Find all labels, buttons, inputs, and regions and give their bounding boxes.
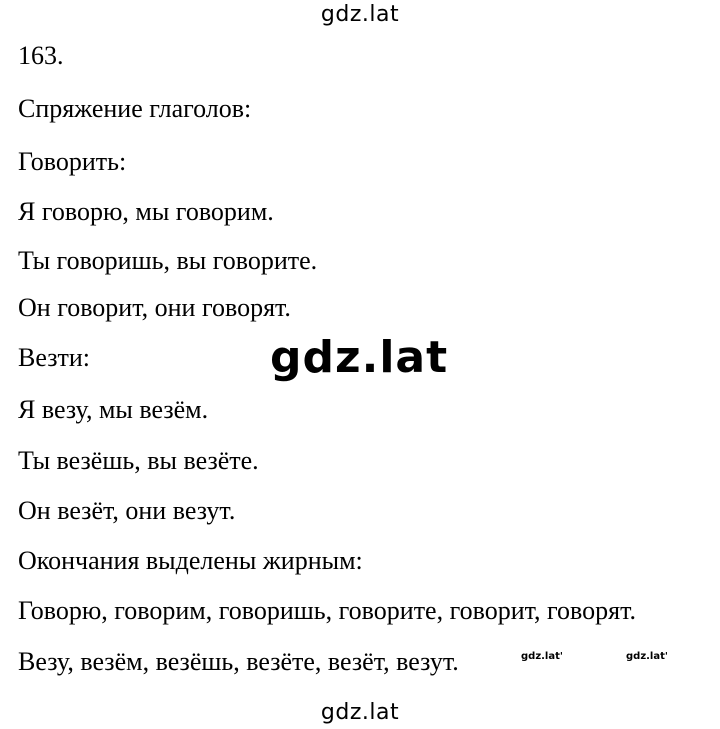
text-line-10: Окончания выделены жирным: [18,546,363,575]
text-line-2: Говорить: [18,147,127,176]
watermark-center: gdz.lat [270,332,449,383]
text-line-4: Ты говоришь, вы говорите. [18,246,318,275]
text-line-6: Везти: [18,343,90,372]
text-line-1: Спряжение глаголов: [18,94,252,123]
watermark-small-1: gdz.lat' [521,651,563,662]
text-line-9: Он везёт, они везут. [18,496,236,525]
text-line-5: Он говорит, они говорят. [18,293,291,322]
text-line-3: Я говорю, мы говорим. [18,197,274,226]
watermark-top: gdz.lat [320,2,400,27]
text-line-11: Говорю, говорим, говоришь, говорите, говорит, говорят. [18,596,637,625]
text-line-8: Ты везёшь, вы везёте. [18,446,259,475]
text-line-12: Везу, везём, везёшь, везёте, везёт, везут. [18,647,459,676]
exercise-number: 163. [18,41,64,70]
text-line-7: Я везу, мы везём. [18,395,209,424]
watermark-small-2: gdz.lat' [626,651,668,662]
watermark-bottom: gdz.lat [320,700,400,725]
